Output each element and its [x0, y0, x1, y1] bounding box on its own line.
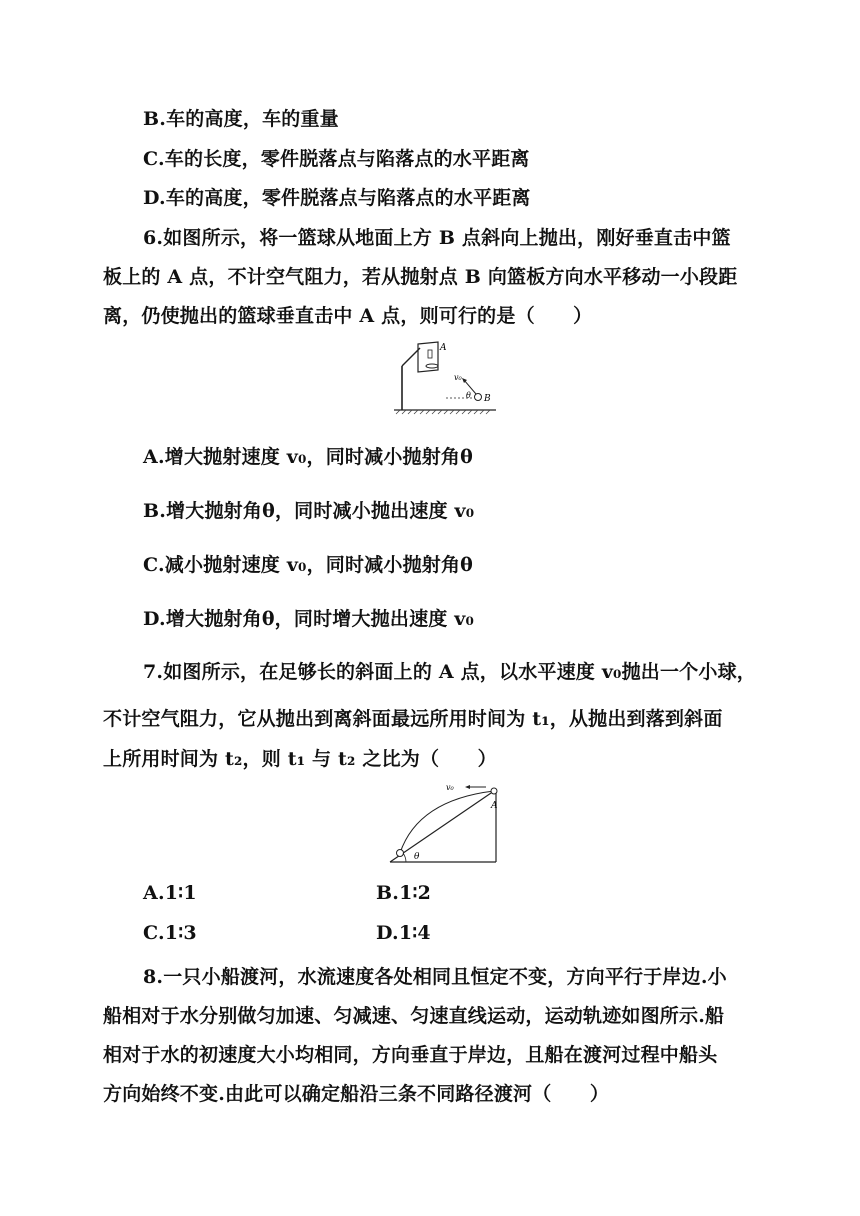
- q6-stem-line-3: 离，仍使抛出的篮球垂直击中 A 点，则可行的是（ ）: [103, 305, 593, 327]
- q8-stem-line-3: 相对于水的初速度大小均相同，方向垂直于岸边，且船在渡河过程中船头: [103, 1044, 718, 1066]
- q6-option-d: D.增大抛射角θ，同时增大抛出速度 v₀: [143, 608, 475, 630]
- q6-label-v0: v₀: [454, 373, 462, 382]
- q5-option-c: C.车的长度，零件脱落点与陷落点的水平距离: [143, 148, 530, 170]
- q7-option-b: B.1∶2: [376, 882, 432, 904]
- q8-stem-line-1: 8.一只小船渡河，水流速度各处相同且恒定不变，方向平行于岸边.小: [143, 966, 727, 988]
- q7-label-theta: θ: [414, 852, 420, 862]
- q7-option-a: A.1∶1: [143, 882, 197, 904]
- q5-option-d: D.车的高度，零件脱落点与陷落点的水平距离: [143, 187, 531, 209]
- q7-stem-line-2: 不计空气阻力，它从抛出到离斜面最远所用时间为 t₁，从抛出到落到斜面: [103, 708, 723, 730]
- q6-label-a: A: [440, 343, 447, 353]
- q5-option-b: B.车的高度，车的重量: [143, 108, 339, 130]
- q6-option-c: C.减小抛射速度 v₀，同时减小抛射角θ: [143, 554, 474, 576]
- q7-incline-figure: [388, 782, 506, 866]
- q6-label-b: B: [484, 394, 491, 404]
- q7-label-v0: v₀: [446, 783, 454, 792]
- q8-stem-line-4: 方向始终不变.由此可以确定船沿三条不同路径渡河（ ）: [103, 1083, 610, 1105]
- q7-stem-line-3: 上所用时间为 t₂，则 t₁ 与 t₂ 之比为（ ）: [103, 748, 497, 770]
- q7-label-a: A: [491, 801, 498, 811]
- q6-stem-line-2: 板上的 A 点，不计空气阻力，若从抛射点 B 向篮板方向水平移动一小段距: [103, 266, 738, 288]
- q8-stem-line-2: 船相对于水分别做匀加速、匀减速、匀速直线运动，运动轨迹如图所示.船: [103, 1005, 725, 1027]
- q7-option-c: C.1∶3: [143, 922, 197, 944]
- q6-stem-line-1: 6.如图所示，将一篮球从地面上方 B 点斜向上抛出，刚好垂直击中篮: [143, 227, 731, 249]
- q6-option-a: A.增大抛射速度 v₀，同时减小抛射角θ: [143, 446, 474, 468]
- q6-label-theta: θ: [466, 391, 471, 400]
- q6-option-b: B.增大抛射角θ，同时减小抛出速度 v₀: [143, 500, 475, 522]
- q7-option-d: D.1∶4: [376, 922, 431, 944]
- q7-stem-line-1: 7.如图所示，在足够长的斜面上的 A 点，以水平速度 v₀抛出一个小球，: [143, 661, 756, 683]
- q6-basketball-figure: [390, 340, 500, 418]
